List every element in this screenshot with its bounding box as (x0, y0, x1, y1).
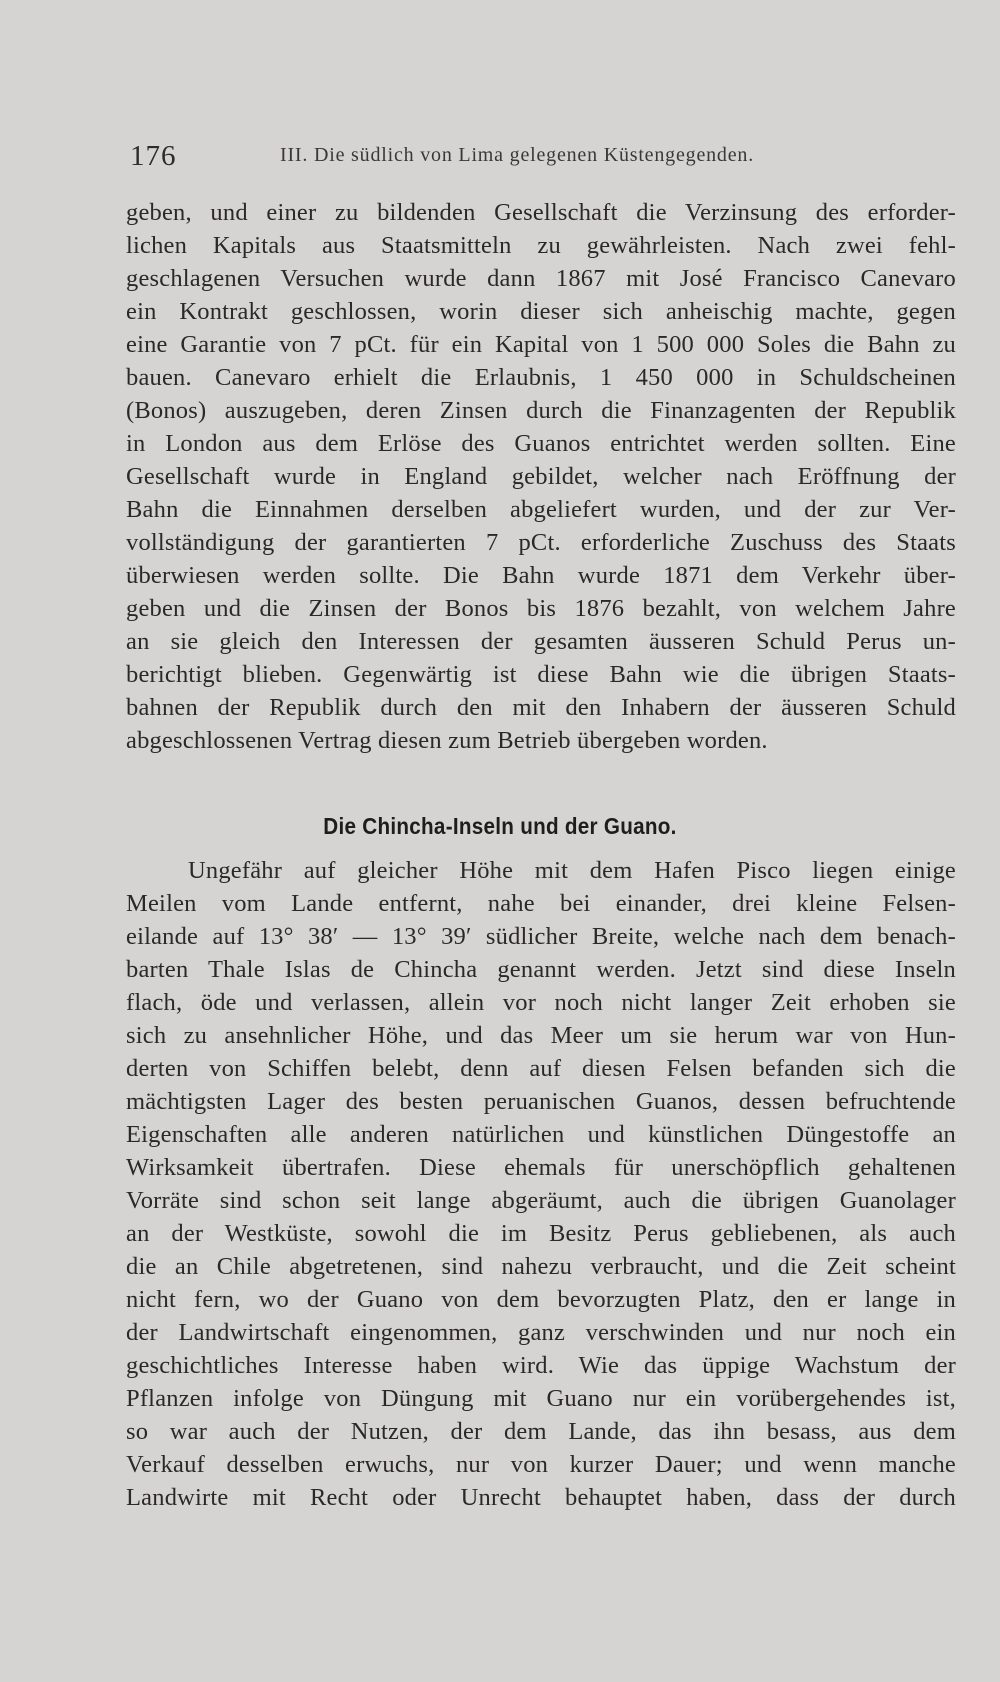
text-line: lichen Kapitals aus Staatsmitteln zu gewährleisten. Nach zwei fehl- (126, 232, 956, 259)
text-line: abgeschlossenen Vertrag diesen zum Betrieb übergeben worden. (126, 727, 768, 754)
text-line: Meilen vom Lande entfernt, nahe bei einander, drei kleine Felsen- (126, 890, 956, 917)
text-line: eilande auf 13° 38′ — 13° 39′ südlicher Breite, welche nach dem benach- (126, 923, 956, 950)
paragraph-railway (126, 196, 956, 757)
text-line: so war auch der Nutzen, der dem Lande, das ihn besass, aus dem (126, 1418, 956, 1445)
page-number: 176 (130, 140, 177, 172)
text-line: barten Thale Islas de Chincha genannt werden. Jetzt sind diese Inseln (126, 956, 956, 983)
text-line: geschichtliches Interesse haben wird. Wie das üppige Wachstum der (126, 1352, 956, 1379)
text-line: berichtigt blieben. Gegenwärtig ist diese Bahn wie die übrigen Staats- (126, 661, 956, 688)
text-line: Verkauf desselben erwuchs, nur von kurzer Dauer; und wenn manche (126, 1451, 956, 1478)
text-line: vollständigung der garantierten 7 pCt. erforderliche Zuschuss des Staats (126, 529, 956, 556)
text-line: Wirksamkeit übertrafen. Diese ehemals für unerschöpflich gehaltenen (126, 1154, 956, 1181)
text-line: ein Kontrakt geschlossen, worin dieser sich anheischig machte, gegen (126, 298, 956, 325)
text-line: geben und die Zinsen der Bonos bis 1876 bezahlt, von welchem Jahre (126, 595, 956, 622)
text-line: an der Westküste, sowohl die im Besitz Perus gebliebenen, als auch (126, 1220, 956, 1247)
text-line: geben, und einer zu bildenden Gesellschaft die Verzinsung des erforder- (126, 199, 956, 226)
text-line: Landwirte mit Recht oder Unrecht behauptet haben, dass der durch (126, 1484, 956, 1511)
text-line: Ungefähr auf gleicher Höhe mit dem Hafen Pisco liegen einige (188, 857, 956, 884)
text-line: Bahn die Einnahmen derselben abgeliefert wurden, und der zur Ver- (126, 496, 956, 523)
text-line: nicht fern, wo der Guano von dem bevorzugten Platz, den er lange in (126, 1286, 956, 1313)
text-line: Pflanzen infolge von Düngung mit Guano nur ein vorübergehendes ist, (126, 1385, 956, 1412)
running-head (124, 140, 954, 176)
chapter-title: III. Die südlich von Lima gelegenen Küstengegenden. (280, 144, 754, 166)
text-line: (Bonos) auszugeben, deren Zinsen durch die Finanzagenten der Republik (126, 397, 956, 424)
text-line: Vorräte sind schon seit lange abgeräumt, auch die übrigen Guanolager (126, 1187, 956, 1214)
text-line: eine Garantie von 7 pCt. für ein Kapital von 1 500 000 Soles die Bahn zu (126, 331, 956, 358)
text-line: bahnen der Republik durch den mit den Inhabern der äusseren Schuld (126, 694, 956, 721)
text-line: sich zu ansehnlicher Höhe, und das Meer um sie herum war von Hun- (126, 1022, 956, 1049)
paragraph-chincha (126, 854, 956, 1514)
text-line: mächtigsten Lager des besten peruanischen Guanos, dessen befruchtende (126, 1088, 956, 1115)
text-line: bauen. Canevaro erhielt die Erlaubnis, 1 450 000 in Schuldscheinen (126, 364, 956, 391)
text-line: überwiesen werden sollte. Die Bahn wurde 1871 dem Verkehr über- (126, 562, 956, 589)
text-line: in London aus dem Erlöse des Guanos entrichtet werden sollten. Eine (126, 430, 956, 457)
text-line: flach, öde und verlassen, allein vor noch nicht langer Zeit erhoben sie (126, 989, 956, 1016)
text-line: die an Chile abgetretenen, sind nahezu verbraucht, und die Zeit scheint (126, 1253, 956, 1280)
text-line: Eigenschaften alle anderen natürlichen und künstlichen Düngestoffe an (126, 1121, 956, 1148)
text-line: Gesellschaft wurde in England gebildet, welcher nach Eröffnung der (126, 463, 956, 490)
text-line: derten von Schiffen belebt, denn auf diesen Felsen befanden sich die (126, 1055, 956, 1082)
text-line: an sie gleich den Interessen der gesamten äusseren Schuld Perus un- (126, 628, 956, 655)
text-line: der Landwirtschaft eingenommen, ganz verschwinden und nur noch ein (126, 1319, 956, 1346)
section-heading: Die Chincha-Inseln und der Guano. (323, 813, 677, 839)
text-line: geschlagenen Versuchen wurde dann 1867 mit José Francisco Canevaro (126, 265, 956, 292)
